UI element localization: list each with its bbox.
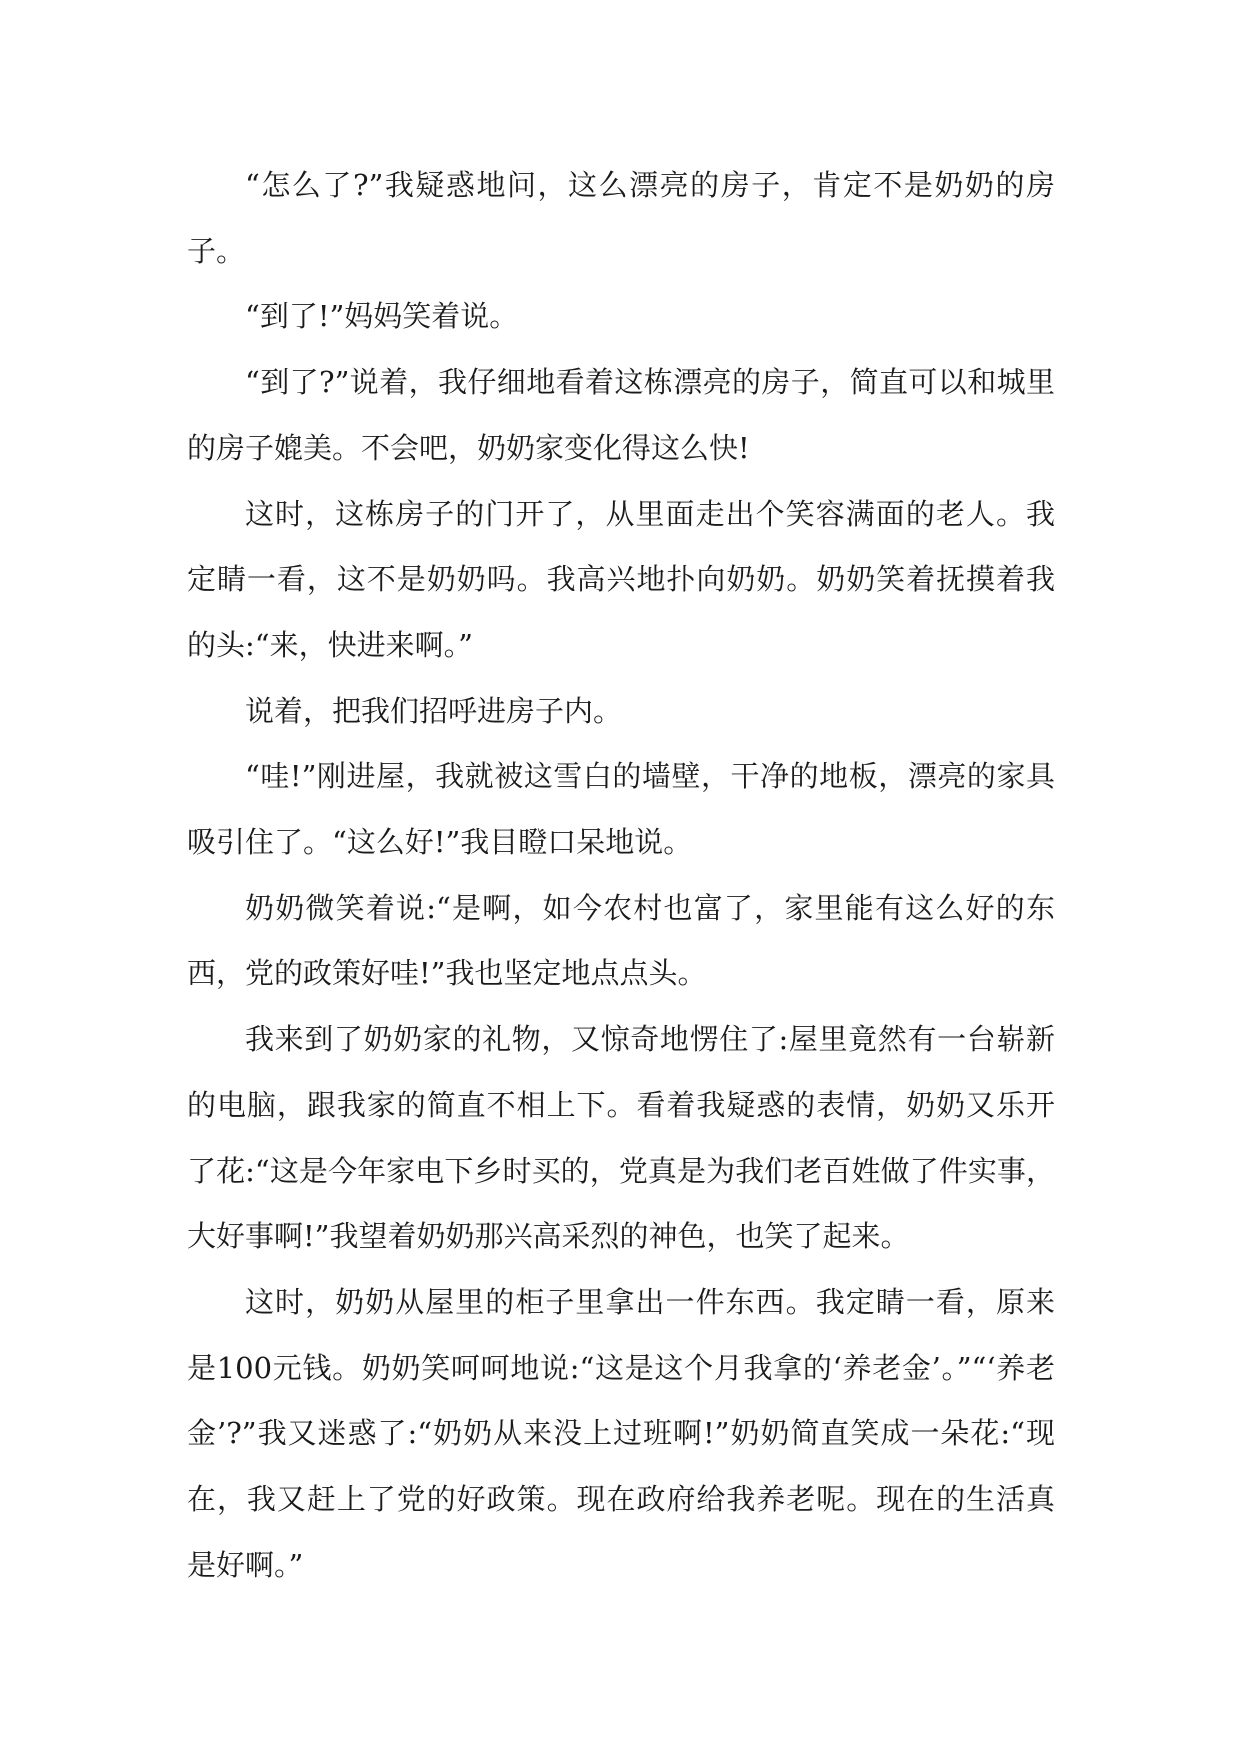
paragraph-4: 这时，这栋房子的门开了，从里面走出个笑容满面的老人。我定睛一看，这不是奶奶吗。我高兴地扑向奶奶。奶奶笑着抚摸着我的头:“来，快进来啊。” — [187, 496, 1055, 662]
document-body — [187, 153, 1055, 1598]
paragraph-6: “哇!”刚进屋，我就被这雪白的墙壁，干净的地板，漂亮的家具吸引住了。“这么好!”我目瞪口呆地说。 — [187, 759, 1055, 860]
paragraph-9: 这时，奶奶从屋里的柜子里拿出一件东西。我定睛一看，原来是100元钱。奶奶笑呵呵地说:“这是这个月我拿的‘养老金’。”“‘养老金’?”我又迷惑了:“奶奶从来没上过班啊!”奶奶简直笑成一朵花:“现在，我又赶上了党的好政策。现在政府给我养老呢。现在的生活真是好啊。” — [187, 1284, 1055, 1582]
paragraph-1: “怎么了?”我疑惑地问，这么漂亮的房子，肯定不是奶奶的房子。 — [187, 168, 1055, 268]
paragraph-2: “到了!”妈妈笑着说。 — [245, 299, 519, 334]
paragraph-7: 奶奶微笑着说:“是啊，如今农村也富了，家里能有这么好的东西，党的政策好哇!”我也坚定地点点头。 — [187, 890, 1055, 991]
paragraph-5: 说着，把我们招呼进房子内。 — [245, 693, 623, 728]
paragraph-3: “到了?”说着，我仔细地看着这栋漂亮的房子，简直可以和城里的房子媲美。不会吧，奶奶家变化得这么快! — [187, 365, 1055, 465]
paragraph-8: 我来到了奶奶家的礼物，又惊奇地愣住了:屋里竟然有一台崭新的电脑，跟我家的简直不相上下。看着我疑惑的表情，奶奶又乐开了花:“这是今年家电下乡时买的，党真是为我们老百姓做了件实事，大好事啊!”我望着奶奶那兴高采烈的神色，也笑了起来。 — [187, 1022, 1055, 1254]
